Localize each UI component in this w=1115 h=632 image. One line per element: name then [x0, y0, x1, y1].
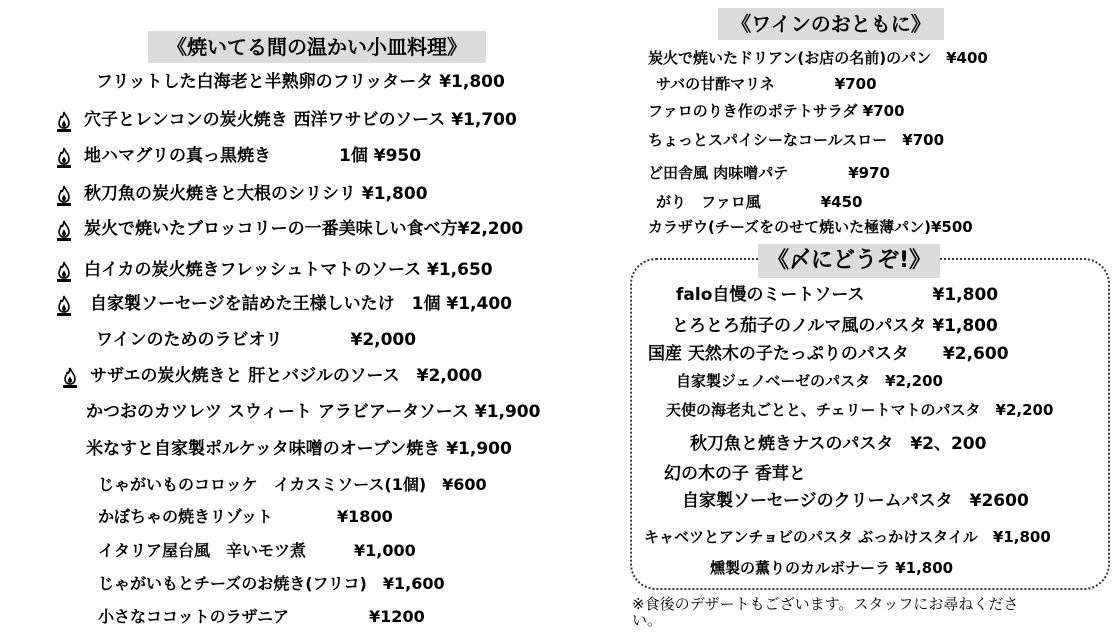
- flame-icon: [55, 147, 73, 169]
- pasta-item: 燻製の薫りのカルボナーラ ¥1,800: [710, 559, 954, 577]
- menu-item: 小さなココットのラザニア ¥1200: [98, 607, 425, 626]
- menu-item: じゃがいもとチーズのお焼き(フリコ) ¥1,600: [98, 574, 445, 593]
- menu-item: 白イカの炭火焼きフレッシュトマトのソース ¥1,650: [84, 260, 493, 280]
- wine-item: カラザウ(チーズをのせて焼いた極薄パン)¥500: [648, 218, 973, 236]
- menu-item: イタリア屋台風 辛いモツ煮 ¥1,000: [98, 541, 416, 560]
- menu-item: じゃがいものコロッケ イカスミソース(1個) ¥600: [98, 475, 487, 494]
- pasta-item: とろとろ茄子のノルマ風のパスタ ¥1,800: [672, 316, 998, 336]
- menu-item: ワインのためのラビオリ ¥2,000: [96, 330, 417, 350]
- flame-icon: [55, 295, 73, 317]
- shime-section-header: 《〆にどうぞ!》: [758, 244, 940, 278]
- pasta-item: 自家製ソーセージのクリームパスタ ¥2600: [682, 491, 1029, 511]
- dessert-note-line-2: い。: [632, 611, 663, 629]
- flame-icon: [55, 111, 73, 133]
- menu-item: フリットした白海老と半熟卵のフリッタータ ¥1,800: [96, 72, 505, 92]
- flame-icon: [55, 220, 73, 242]
- pasta-item: 秋刀魚と焼きナスのパスタ ¥2、200: [690, 434, 987, 454]
- wine-item: ファロのりき作のポテトサラダ ¥700: [648, 102, 905, 120]
- menu-item: サザエの炭火焼きと 肝とバジルのソース ¥2,000: [90, 366, 483, 386]
- flame-icon: [55, 261, 73, 283]
- wine-item: ちょっとスパイシーなコールスロー ¥700: [648, 131, 944, 149]
- menu-item: 地ハマグリの真っ黒焼き 1個 ¥950: [84, 146, 422, 166]
- menu-item: かつおのカツレツ スウィート アラビアータソース ¥1,900: [86, 402, 541, 422]
- wine-item: サバの甘酢マリネ ¥700: [656, 75, 877, 93]
- pasta-item: 幻の木の子 香茸と: [664, 464, 806, 484]
- menu-item: 自家製ソーセージを詰めた王様しいたけ 1個 ¥1,400: [90, 294, 512, 314]
- flame-icon: [61, 367, 79, 389]
- pasta-item: キャベツとアンチョビのパスタ ぶっかけスタイル ¥1,800: [644, 528, 1051, 546]
- left-section-header: 《焼いてる間の温かい小皿料理》: [148, 31, 486, 63]
- pasta-item: 国産 天然木の子たっぷりのパスタ ¥2,600: [648, 344, 1009, 364]
- wine-section-header: 《ワインのおともに》: [718, 8, 944, 40]
- wine-item: ど田舎風 肉味噌パテ ¥970: [648, 164, 890, 182]
- menu-item: 穴子とレンコンの炭火焼き 西洋ワサビのソース ¥1,700: [84, 110, 517, 130]
- wine-item: 炭火で焼いたドリアン(お店の名前)のパン ¥400: [648, 49, 988, 67]
- menu-item: 秋刀魚の炭火焼きと大根のシリシリ ¥1,800: [84, 184, 428, 204]
- menu-item: かぼちゃの焼きリゾット ¥1800: [98, 507, 393, 526]
- pasta-item: 天使の海老丸ごとと、チェリートマトのパスタ ¥2,200: [666, 401, 1054, 419]
- flame-icon: [55, 185, 73, 207]
- menu-item: 米なすと自家製ポルケッタ味噌のオーブン焼き ¥1,900: [86, 439, 512, 459]
- wine-item: がり ファロ風 ¥450: [656, 193, 863, 211]
- pasta-item: falo自慢のミートソース ¥1,800: [676, 285, 999, 305]
- menu-item: 炭火で焼いたブロッコリーの一番美味しい食べ方¥2,200: [84, 219, 524, 239]
- dessert-note-line-1: ※食後のデザートもございます。スタッフにお尋ねくださ: [632, 595, 1019, 613]
- pasta-item: 自家製ジェノベーゼのパスタ ¥2,200: [676, 372, 943, 390]
